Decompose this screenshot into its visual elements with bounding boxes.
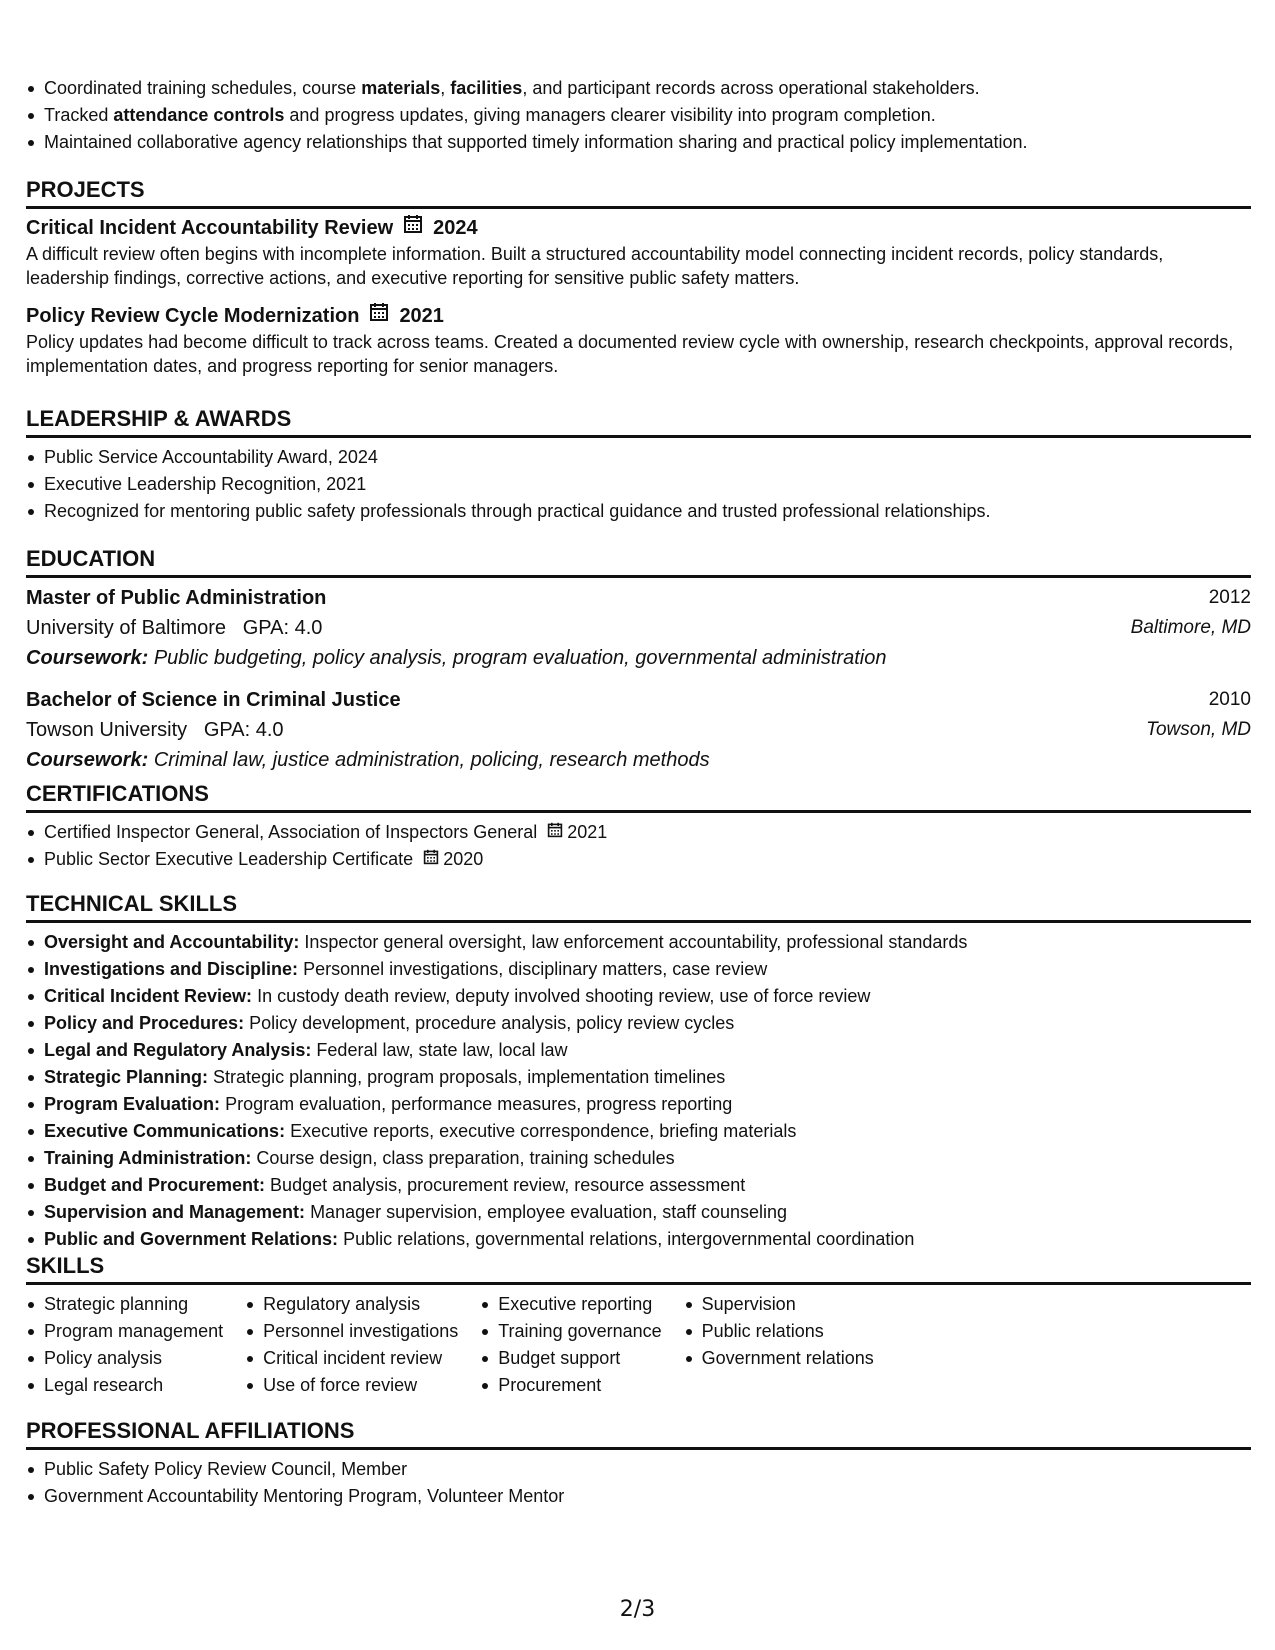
list-item: Government Accountability Mentoring Program, Volunteer Mentor — [26, 1483, 1251, 1510]
list-item: Training governance — [480, 1318, 661, 1345]
section-heading-education: EDUCATION — [26, 545, 1251, 578]
calendar-icon — [423, 846, 439, 873]
section-heading-projects: PROJECTS — [26, 176, 1251, 209]
gpa: GPA: 4.0 — [203, 719, 284, 741]
intro-bullets — [26, 75, 1226, 156]
calendar-icon — [369, 302, 389, 330]
project-year: 2021 — [399, 305, 444, 327]
list-item: Strategic Planning: Strategic planning, program proposals, implementation timelines — [26, 1064, 1251, 1091]
school: Towson University — [26, 719, 188, 741]
leadership-section — [26, 405, 1251, 525]
list-item: Budget support — [480, 1345, 661, 1372]
intro-bullet-1: Tracked attendance controls and progress updates, giving managers clearer visibility into program completion. — [26, 102, 1226, 129]
list-item: Executive Leadership Recognition, 2021 — [26, 471, 1251, 498]
list-item: Executive Communications: Executive reports, executive correspondence, briefing materials — [26, 1118, 1251, 1145]
list-item: Legal and Regulatory Analysis: Federal law, state law, local law — [26, 1037, 1251, 1064]
project-description: Policy updates had become difficult to track across teams. Created a documented review cycle with ownership, research checkpoints, approval records, implementation dates, and progress reporting for senior managers. — [26, 332, 1234, 376]
calendar-icon — [547, 819, 563, 846]
project-item — [26, 214, 1251, 290]
list-item: Use of force review — [245, 1372, 458, 1399]
list-item: Strategic planning — [26, 1291, 223, 1318]
list-item: Critical incident review — [245, 1345, 458, 1372]
coursework-label: Coursework: — [26, 647, 149, 669]
list-item: Public Safety Policy Review Council, Member — [26, 1456, 1251, 1483]
project-description: A difficult review often begins with incomplete information. Built a structured accountability model connecting incident records, policy standards, leadership findings, corrective actions, and executive reporting for sensitive public safety matters. — [26, 244, 1164, 288]
intro-bullet-0: Coordinated training schedules, course materials, facilities, and participant records across operational stakeholders. — [26, 75, 1226, 102]
coursework: Public budgeting, policy analysis, program evaluation, governmental administration — [153, 647, 887, 669]
skills-column — [245, 1291, 458, 1399]
project-title: Critical Incident Accountability Review — [26, 217, 394, 239]
gpa: GPA: 4.0 — [242, 617, 323, 639]
list-item: Government relations — [684, 1345, 874, 1372]
list-item: Public Service Accountability Award, 2024 — [26, 444, 1251, 471]
education-section — [26, 545, 1251, 775]
page-number: 2/3 — [619, 1597, 656, 1622]
certifications-section — [26, 780, 1251, 873]
list-item: Critical Incident Review: In custody death review, deputy involved shooting review, use of force review — [26, 983, 1251, 1010]
list-item: Regulatory analysis — [245, 1291, 458, 1318]
education-item — [26, 583, 1251, 673]
edu-year: 2010 — [1208, 689, 1251, 710]
skills-column — [26, 1291, 223, 1399]
coursework-label: Coursework: — [26, 749, 149, 771]
list-item: Policy analysis — [26, 1345, 223, 1372]
list-item: Personnel investigations — [245, 1318, 458, 1345]
section-heading-technical-skills: TECHNICAL SKILLS — [26, 890, 1251, 923]
list-item: Supervision and Management: Manager supervision, employee evaluation, staff counseling — [26, 1199, 1251, 1226]
resume-page — [26, 0, 1251, 1650]
list-item: Legal research — [26, 1372, 223, 1399]
list-item: Training Administration: Course design, class preparation, training schedules — [26, 1145, 1251, 1172]
list-item: Public and Government Relations: Public relations, governmental relations, intergovernmental coordination — [26, 1226, 1251, 1253]
skills-column — [684, 1291, 874, 1399]
list-item: Budget and Procurement: Budget analysis, procurement review, resource assessment — [26, 1172, 1251, 1199]
list-item: Policy and Procedures: Policy development, procedure analysis, policy review cycles — [26, 1010, 1251, 1037]
coursework: Criminal law, justice administration, policing, research methods — [153, 749, 710, 771]
edu-location: Baltimore, MD — [1130, 617, 1251, 638]
section-heading-certifications: CERTIFICATIONS — [26, 780, 1251, 813]
project-year: 2024 — [433, 217, 478, 239]
list-item: Executive reporting — [480, 1291, 661, 1318]
affiliations-section — [26, 1417, 1251, 1510]
section-heading-leadership: LEADERSHIP & AWARDS — [26, 405, 1251, 438]
list-item: Oversight and Accountability: Inspector general oversight, law enforcement accountability, professional standards — [26, 929, 1251, 956]
skills-section — [26, 1252, 1251, 1399]
list-item: Program Evaluation: Program evaluation, performance measures, progress reporting — [26, 1091, 1251, 1118]
edu-year: 2012 — [1208, 587, 1251, 608]
section-heading-skills: SKILLS — [26, 1252, 1251, 1285]
list-item: Procurement — [480, 1372, 661, 1399]
project-item — [26, 302, 1251, 378]
intro-bullet-2: Maintained collaborative agency relationships that supported timely information sharing and practical policy implementation. — [26, 129, 1226, 156]
list-item: Certified Inspector General, Association of Inspectors General 2021 — [26, 819, 1251, 846]
project-title: Policy Review Cycle Modernization — [26, 305, 360, 327]
degree: Bachelor of Science in Criminal Justice — [26, 689, 401, 711]
degree: Master of Public Administration — [26, 587, 327, 609]
projects-section — [26, 176, 1251, 378]
list-item: Investigations and Discipline: Personnel investigations, disciplinary matters, case review — [26, 956, 1251, 983]
list-item: Program management — [26, 1318, 223, 1345]
list-item: Public relations — [684, 1318, 874, 1345]
list-item: Recognized for mentoring public safety professionals through practical guidance and trusted professional relationships. — [26, 498, 1251, 525]
list-item: Public Sector Executive Leadership Certificate 2020 — [26, 846, 1251, 873]
education-item — [26, 685, 1251, 775]
skills-column — [480, 1291, 661, 1399]
school: University of Baltimore — [26, 617, 227, 639]
calendar-icon — [403, 214, 423, 242]
technical-skills-section — [26, 890, 1251, 1253]
section-heading-affiliations: PROFESSIONAL AFFILIATIONS — [26, 1417, 1251, 1450]
edu-location: Towson, MD — [1146, 719, 1251, 740]
list-item: Supervision — [684, 1291, 874, 1318]
